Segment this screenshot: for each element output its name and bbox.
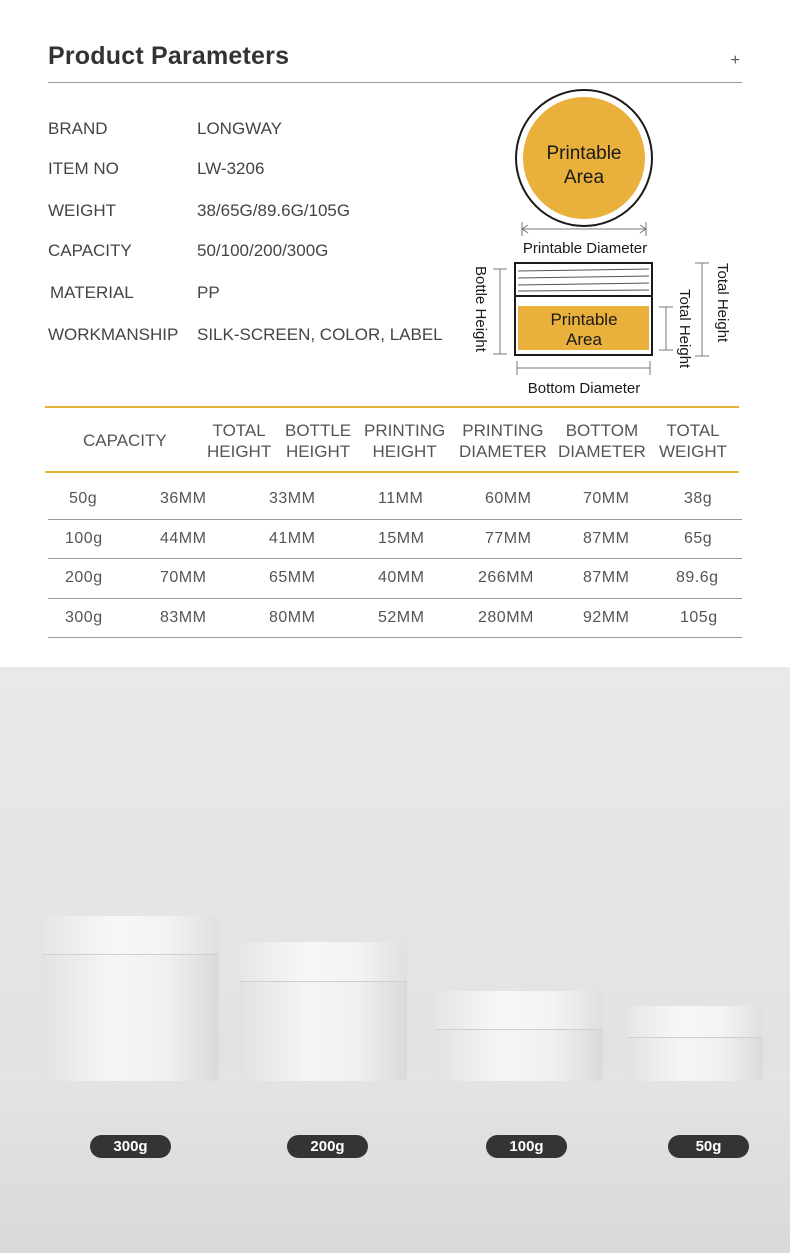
col-header-capacity: CAPACITY xyxy=(83,431,167,450)
cell-bottom-diameter: 70MM xyxy=(583,490,630,507)
param-value: 50/100/200/300G xyxy=(197,241,329,260)
table-row xyxy=(48,520,742,559)
page-title: Product Parameters xyxy=(48,42,290,70)
size-label-100g: 100g xyxy=(486,1135,567,1158)
cell-printing-height: 40MM xyxy=(378,569,425,586)
cell-printing-height: 15MM xyxy=(378,530,425,547)
jar-100g xyxy=(435,991,603,1081)
cell-bottom-diameter: 92MM xyxy=(583,609,630,626)
cell-bottle-height: 41MM xyxy=(269,530,316,547)
table-header xyxy=(45,406,739,473)
cell-bottle-height: 80MM xyxy=(269,609,316,626)
col-header-total-weight: TOTAL WEIGHT xyxy=(659,421,727,461)
param-value: LW-3206 xyxy=(197,159,265,178)
col-header-printing-height: PRINTING HEIGHT xyxy=(364,421,446,461)
section-header xyxy=(48,40,742,83)
jar-dimension-diagram xyxy=(462,88,762,400)
jar-lid xyxy=(627,1006,763,1037)
cell-total-height: 44MM xyxy=(160,530,207,547)
cell-printing-height: 52MM xyxy=(378,609,425,626)
photo-shelf-surface xyxy=(0,1070,790,1253)
cell-bottle-height: 33MM xyxy=(269,490,316,507)
jar-body xyxy=(627,1038,763,1081)
param-label: WEIGHT xyxy=(48,201,116,220)
cell-total-weight: 105g xyxy=(680,609,718,626)
size-label-50g: 50g xyxy=(668,1135,749,1158)
size-label-200g: 200g xyxy=(287,1135,368,1158)
total-height-inner-label: Total Height xyxy=(676,289,693,369)
jar-lid xyxy=(42,916,219,954)
cell-printing-height: 11MM xyxy=(378,490,424,507)
cell-total-weight: 89.6g xyxy=(676,569,719,586)
param-label: CAPACITY xyxy=(48,241,132,260)
jar-200g xyxy=(240,942,407,1081)
cell-capacity: 300g xyxy=(65,609,103,626)
total-height-outer-label: Total Height xyxy=(714,263,731,343)
expand-plus-icon[interactable]: + xyxy=(730,52,740,69)
table-row xyxy=(48,599,742,638)
top-area-label-1: Printable xyxy=(546,143,622,164)
bottom-diameter-label: Bottom Diameter xyxy=(527,380,641,397)
cell-total-weight: 65g xyxy=(684,530,713,547)
side-area-label-2: Area xyxy=(566,330,602,349)
param-value: 38/65G/89.6G/105G xyxy=(197,201,351,220)
param-value: SILK-SCREEN, COLOR, LABEL xyxy=(197,325,443,344)
col-header-printing-diameter: PRINTING DIAMETER xyxy=(459,421,547,461)
table-row xyxy=(48,559,742,599)
cell-bottle-height: 65MM xyxy=(269,569,316,586)
param-label: WORKMANSHIP xyxy=(48,325,179,344)
top-area-label-2: Area xyxy=(563,167,605,188)
cell-total-height: 36MM xyxy=(160,490,207,507)
cell-bottom-diameter: 87MM xyxy=(583,530,630,547)
cell-total-weight: 38g xyxy=(684,490,713,507)
cell-printing-diameter: 266MM xyxy=(478,569,534,586)
printable-diameter-label: Printable Diameter xyxy=(522,240,648,257)
cell-bottom-diameter: 87MM xyxy=(583,569,630,586)
param-label: MATERIAL xyxy=(50,283,134,302)
param-value: PP xyxy=(197,283,220,302)
cell-total-height: 83MM xyxy=(160,609,207,626)
bottle-height-label: Bottle Height xyxy=(472,266,489,352)
jar-lid xyxy=(435,991,603,1029)
table-row xyxy=(48,480,742,520)
cell-printing-diameter: 280MM xyxy=(478,609,534,626)
col-header-bottle-height: BOTTLE HEIGHT xyxy=(285,421,352,461)
param-label: BRAND xyxy=(48,119,108,138)
jar-body xyxy=(240,982,407,1081)
cell-total-height: 70MM xyxy=(160,569,207,586)
jar-body xyxy=(42,955,219,1081)
col-header-bottom-diameter: BOTTOM DIAMETER xyxy=(558,421,646,461)
jar-50g xyxy=(627,1006,763,1081)
cell-capacity: 200g xyxy=(65,569,103,586)
jar-lid xyxy=(240,942,407,981)
side-area-label-1: Printable xyxy=(550,310,618,329)
jar-300g xyxy=(42,916,219,1081)
size-label-300g: 300g xyxy=(90,1135,171,1158)
product-photo xyxy=(0,667,790,1253)
param-value: LONGWAY xyxy=(197,119,283,138)
col-header-total-height: TOTAL HEIGHT xyxy=(207,421,272,461)
cell-capacity: 50g xyxy=(69,490,98,507)
cell-printing-diameter: 60MM xyxy=(485,490,532,507)
cell-capacity: 100g xyxy=(65,530,103,547)
cell-printing-diameter: 77MM xyxy=(485,530,532,547)
jar-body xyxy=(435,1030,603,1081)
param-label: ITEM NO xyxy=(48,159,119,178)
